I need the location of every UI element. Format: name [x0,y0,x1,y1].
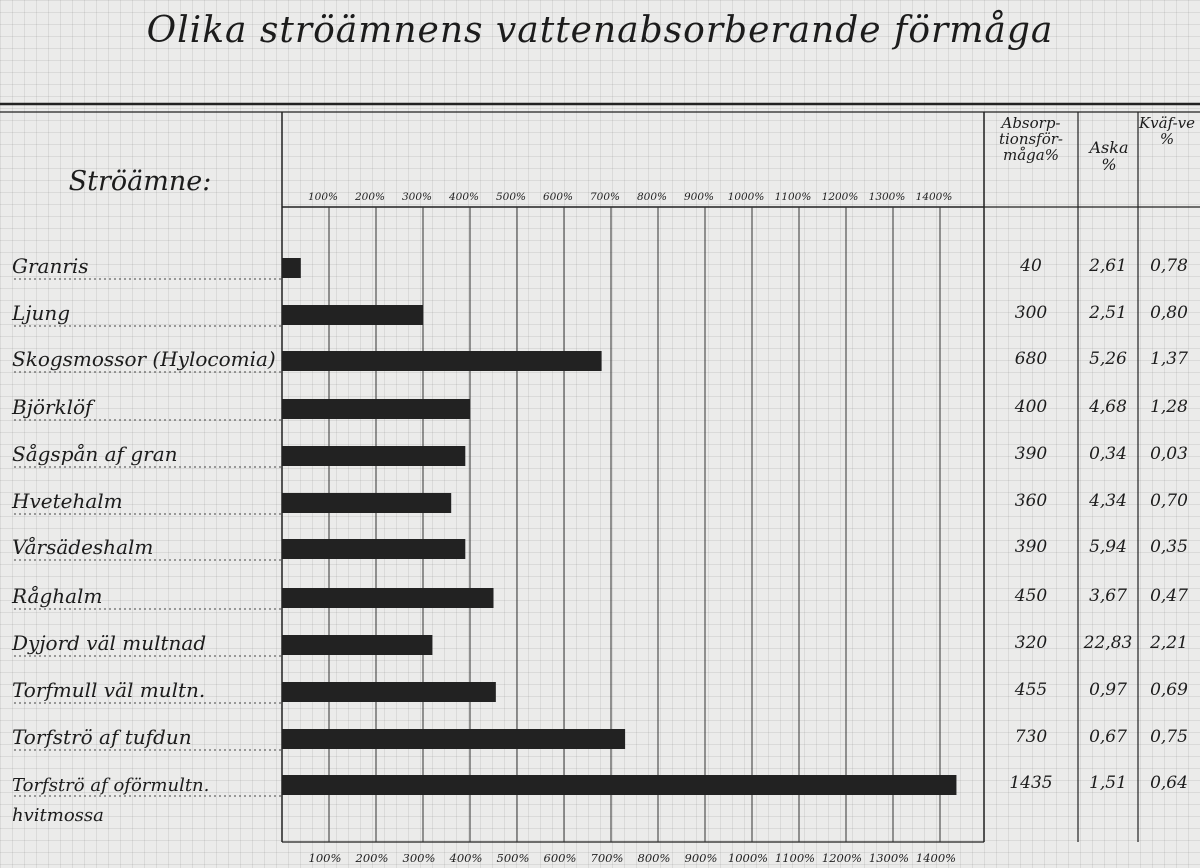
absorption-value: 680 [1014,349,1048,369]
absorption-value: 450 [1014,586,1048,606]
x-tick-bottom-label: 200% [355,851,389,865]
x-tick-top-label: 900% [683,191,715,203]
header-stroamne: Ströämne: [68,166,212,197]
aska-value: 0,67 [1089,727,1127,747]
header-absorption: Absorp-tionsför-måga% [998,114,1064,164]
category-label: Torfströ af tufdun [12,725,192,749]
aska-value: 3,67 [1089,586,1127,606]
bar-3 [282,399,470,419]
bar-9 [282,682,496,702]
x-tick-bottom-label: 500% [496,851,530,865]
x-tick-bottom-label: 700% [590,851,624,865]
chart-title: Olika ströämnens vattenabsorberande förmåga [146,10,1054,51]
absorption-value: 390 [1014,444,1048,464]
header-aska: Aska % [1089,138,1129,174]
x-tick-top-label: 1200% [821,191,859,203]
x-tick-bottom-label: 800% [637,851,671,865]
bar-7 [282,588,494,608]
category-label: Vårsädeshalm [12,535,154,559]
absorption-value: 1435 [1009,773,1053,793]
x-tick-bottom-label: 1300% [868,851,910,865]
x-tick-bottom-label: 1000% [727,851,769,865]
aska-value: 4,68 [1089,397,1127,417]
x-tick-bottom-label: 300% [402,851,436,865]
x-tick-bottom-label: 600% [543,851,577,865]
aska-value: 4,34 [1089,491,1127,511]
x-tick-bottom-label: 1200% [821,851,863,865]
kvave-value: 0,80 [1150,303,1188,323]
aska-value: 2,61 [1089,256,1127,276]
aska-value: 2,51 [1089,303,1127,323]
aska-value: 5,94 [1089,537,1127,557]
category-label: Hvetehalm [12,489,123,513]
x-tick-top-label: 1000% [727,191,765,203]
bar-11 [282,775,956,795]
bar-1 [282,305,423,325]
x-tick-top-label: 600% [542,191,574,203]
x-tick-top-label: 300% [401,191,433,203]
bar-0 [282,258,301,278]
kvave-value: 1,28 [1150,397,1188,417]
x-tick-top-label: 500% [495,191,527,203]
x-tick-top-label: 1300% [868,191,906,203]
header-kvave: Kväf-ve % [1138,114,1196,148]
bar-2 [282,351,602,371]
absorption-value: 320 [1014,633,1048,653]
aska-value: 0,97 [1089,680,1127,700]
kvave-value: 0,75 [1150,727,1188,747]
x-tick-bottom-label: 400% [449,851,483,865]
x-tick-bottom-label: 1100% [774,851,816,865]
absorption-value: 40 [1020,256,1042,276]
aska-value: 0,34 [1089,444,1127,464]
kvave-value: 0,03 [1150,444,1188,464]
bar-10 [282,729,625,749]
bar-8 [282,635,432,655]
aska-value: 1,51 [1089,773,1127,793]
category-label: Sågspån af gran [12,442,178,466]
category-label: Råghalm [12,584,103,608]
x-tick-top-label: 400% [448,191,480,203]
kvave-value: 0,69 [1150,680,1188,700]
aska-value: 22,83 [1083,633,1133,653]
category-label: Björklöf [12,395,93,419]
absorption-value: 360 [1014,491,1048,511]
category-label: Ljung [12,301,71,325]
aska-value: 5,26 [1089,349,1127,369]
category-label: Granris [12,254,89,278]
x-tick-top-label: 200% [354,191,386,203]
x-tick-top-label: 700% [589,191,621,203]
x-tick-top-label: 1400% [915,191,953,203]
bar-4 [282,446,465,466]
absorption-value: 300 [1014,303,1048,323]
x-tick-bottom-label: 900% [684,851,718,865]
x-tick-top-label: 800% [636,191,668,203]
x-tick-bottom-label: 1400% [915,851,957,865]
bar-5 [282,493,451,513]
category-label: Dyjord väl multnad [12,631,207,655]
category-label: Torfströ af oförmultn. hvitmossa [12,775,210,826]
absorption-value: 390 [1014,537,1048,557]
kvave-value: 0,70 [1150,491,1188,511]
x-tick-bottom-label: 100% [308,851,342,865]
x-tick-top-label: 1100% [774,191,812,203]
category-label: Torfmull väl multn. [12,678,206,702]
absorption-value: 730 [1014,727,1048,747]
absorption-value: 455 [1014,680,1048,700]
absorption-value: 400 [1014,397,1048,417]
kvave-value: 0,78 [1150,256,1188,276]
kvave-value: 0,47 [1150,586,1188,606]
kvave-value: 0,64 [1150,773,1188,793]
kvave-value: 0,35 [1150,537,1188,557]
kvave-value: 2,21 [1150,633,1188,653]
x-tick-top-label: 100% [307,191,339,203]
category-label: Skogsmossor (Hylocomia) [12,347,276,371]
kvave-value: 1,37 [1150,349,1188,369]
bar-6 [282,539,465,559]
